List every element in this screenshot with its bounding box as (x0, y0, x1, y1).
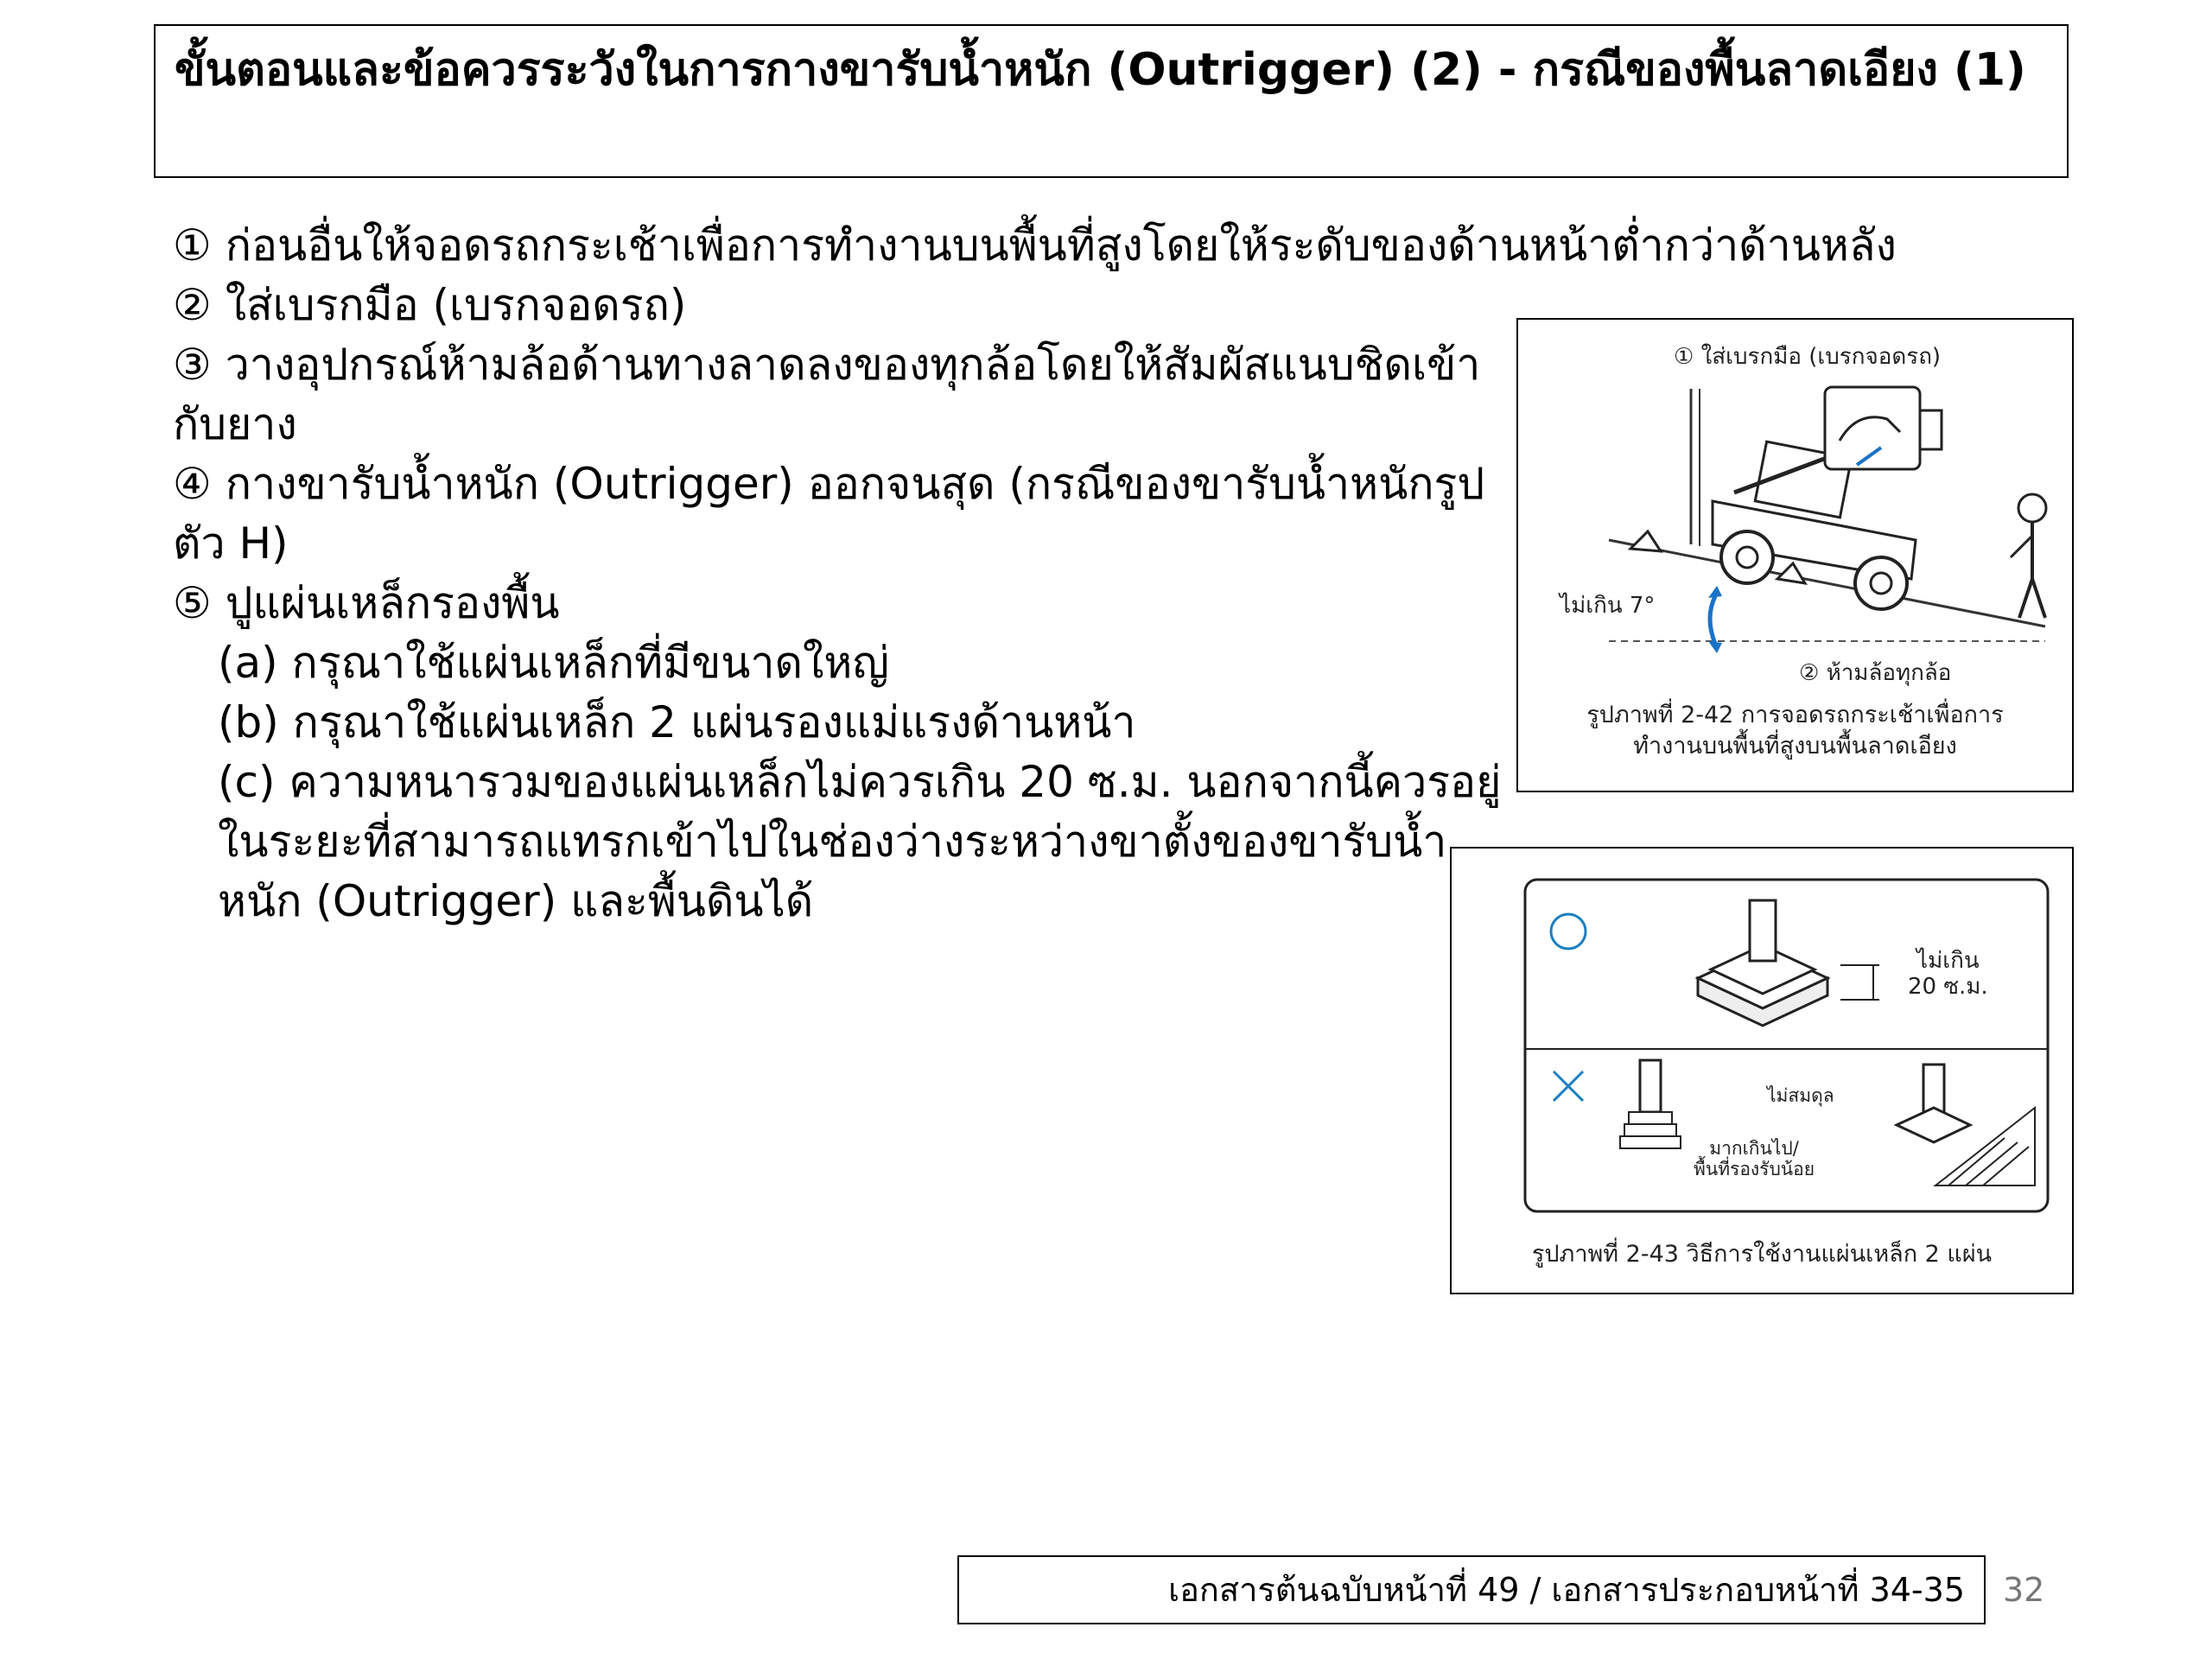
page-number: 32 (2003, 1571, 2045, 1609)
step-5a: (a) กรุณาใช้แผ่นเหล็กที่มีขนาดใหญ่ (218, 638, 889, 688)
page-title: ขั้นตอนและข้อควรระวังในการกางขารับน้ำหนัก (Outrigger) (2) - กรณีของพื้นลาดเอียง (1) (175, 44, 2026, 96)
figure-2-caption: รูปภาพที่ 2-43 วิธีการใช้งานแผ่นเหล็ก 2 แผ่น (1531, 1241, 1993, 1268)
limit-label: ไม่เกิน 20 ซ.ม. (1908, 948, 1988, 1000)
steel-plate-illustration (1452, 849, 2075, 1296)
title-box (154, 24, 2069, 178)
brake-label: ① ใส่เบรกมือ (เบรกจอดรถ) (1674, 344, 1942, 370)
step-5c: (c) ความหนารวมของแผ่นเหล็กไม่ควรเกิน 20 ซ.ม. นอกจากนี้ควรอยู่ในระยะที่สามารถแทรกเข้าไปในช่องว่างระหว่างขาตั้งของขารับน้ำหนัก (Outrigger) และพื้นดินได้ (218, 757, 1502, 926)
angle-label: ไม่เกิน 7° (1560, 593, 1656, 619)
step-5: ⑤ ปูแผ่นเหล็กรองพื้น (173, 578, 560, 628)
source-reference: เอกสารต้นฉบับหน้าที่ 49 / เอกสารประกอบหน้าที่ 34-35 (957, 1555, 1986, 1624)
figure-parking-on-slope (1516, 318, 2074, 792)
step-4: ④ กางขารับน้ำหนัก (Outrigger) ออกจนสุด (กรณีของขารับน้ำหนักรูปตัว H) (173, 459, 1485, 569)
step-2: ② ใส่เบรกมือ (เบรกจอดรถ) (173, 280, 687, 330)
figure-1-caption: รูปภาพที่ 2-42 การจอดรถกระเช้าเพื่อการทำงานบนพื้นที่สูงบนพื้นลาดเอียง (1586, 702, 2004, 760)
step-5b: (b) กรุณาใช้แผ่นเหล็ก 2 แผ่นรองแม่แรงด้านหน้า (218, 697, 1136, 747)
step-3: ③ วางอุปกรณ์ห้ามล้อด้านทางลาดลงของทุกล้อโดยให้สัมผัสแนบชิดเข้ากับยาง (173, 340, 1481, 449)
figure-steel-plates (1450, 847, 2074, 1294)
unbalanced-label: ไม่สมดุล (1767, 1085, 1834, 1106)
chock-label: ② ห้ามล้อทุกล้อ (1799, 660, 1952, 686)
step-1: ① ก่อนอื่นให้จอดรถกระเช้าเพื่อการทำงานบนพื้นที่สูงโดยให้ระดับของด้านหน้าต่ำกว่าด้านหลัง (173, 220, 1897, 270)
too-much-label: มากเกินไป/ พื้นที่รองรับน้อย (1694, 1138, 1815, 1179)
